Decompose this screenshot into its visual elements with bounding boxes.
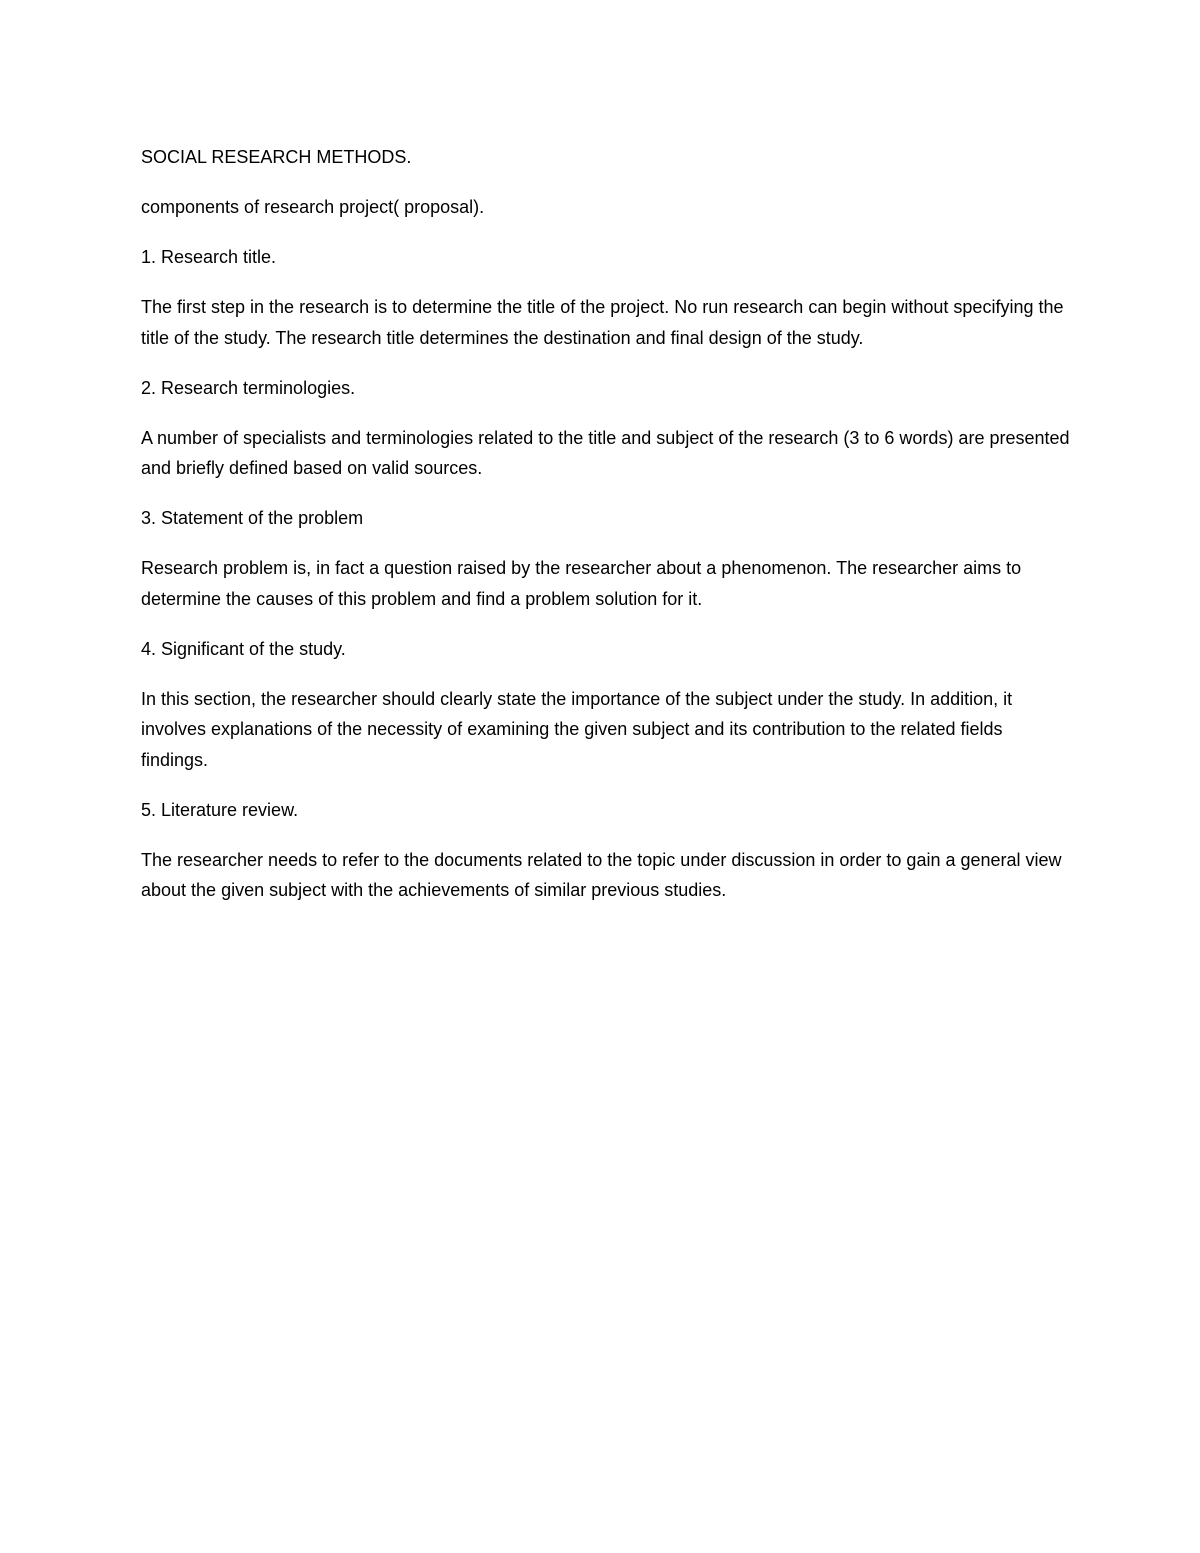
- section-heading-significance: 4. Significant of the study.: [141, 638, 346, 659]
- section-heading-research-terminologies: 2. Research terminologies.: [141, 377, 356, 398]
- document-subtitle: components of research project( proposal).: [141, 197, 485, 217]
- section-body-research-terminologies: A number of specialists and terminologies related to the title and subject of the research (3 to 6 words) are presented and briefly defined based on valid sources.: [141, 427, 1070, 478]
- section-heading-literature-review: 5. Literature review.: [141, 799, 299, 820]
- document-title: SOCIAL RESEARCH METHODS.: [141, 147, 412, 167]
- section-heading-statement-of-problem: 3. Statement of the problem: [141, 508, 364, 528]
- document-content: [141, 142, 1071, 925]
- section-body-literature-review: The researcher needs to refer to the documents related to the topic under discussion in order to gain a general view about the given subject with the achievements of similar previous studies.: [141, 849, 1062, 900]
- section-body-statement-of-problem: Research problem is, in fact a question raised by the researcher about a phenomenon. The researcher aims to determine the causes of this problem and find a problem solution for it.: [141, 558, 1022, 609]
- section-body-significance: In this section, the researcher should clearly state the importance of the subject under the study. In addition, it involves explanations of the necessity of examining the given subject and its contribution to the related fields findings.: [141, 688, 1013, 770]
- section-body-research-title: The first step in the research is to determine the title of the project. No run research can begin without specifying the title of the study. The research title determines the destination and final design of the study.: [141, 297, 1064, 348]
- section-heading-research-title: 1. Research title.: [141, 247, 277, 267]
